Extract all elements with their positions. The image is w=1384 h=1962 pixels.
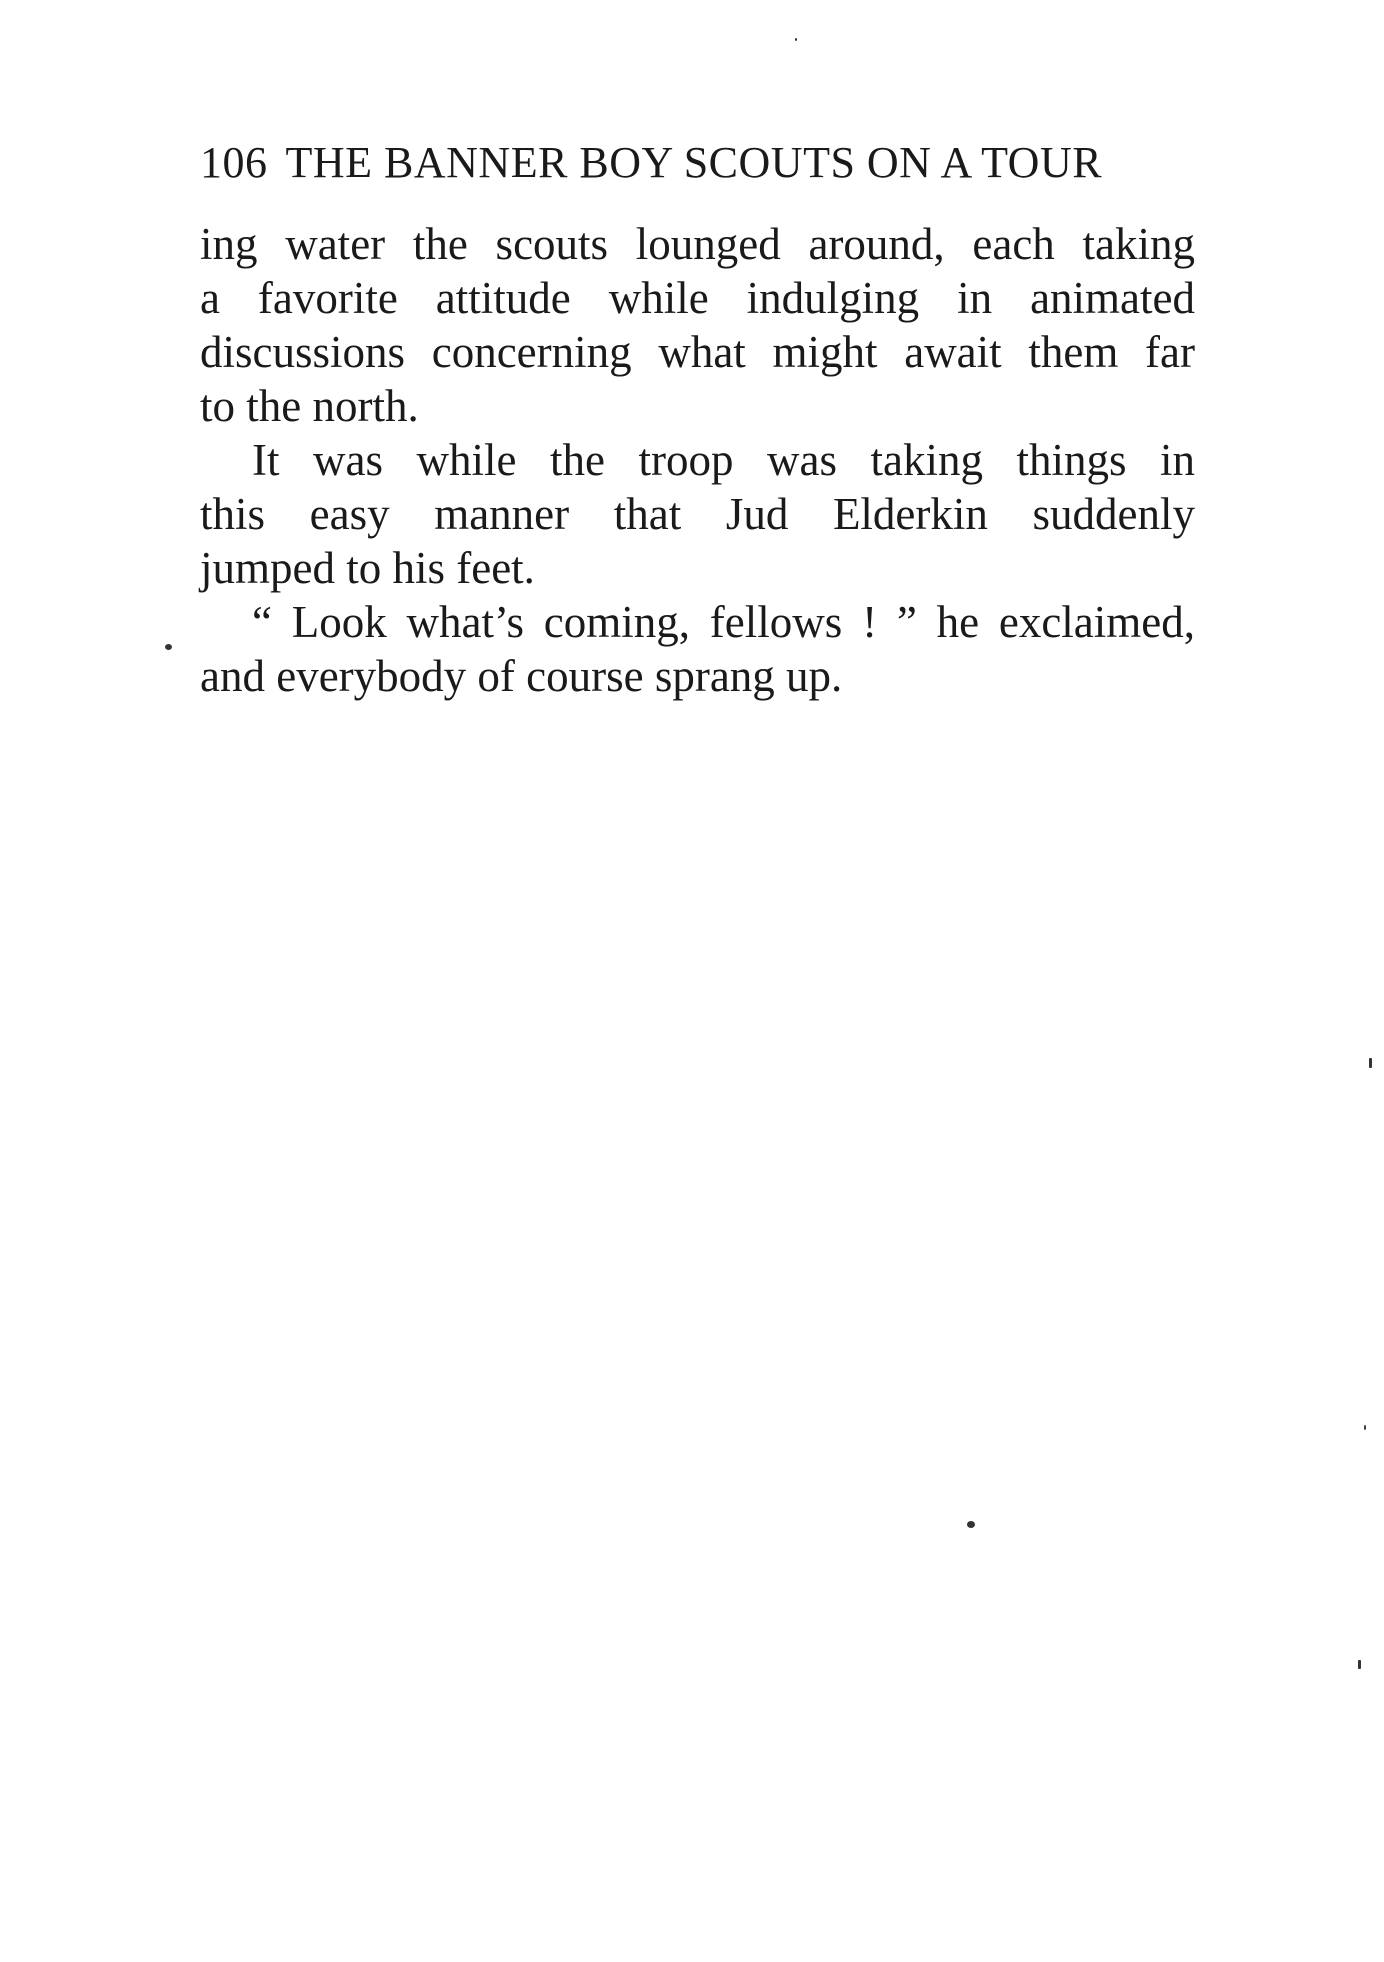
text-line: “ Look what’s coming, fellows ! ” he exclaimed, [252,597,1195,647]
scan-speck [1364,1425,1366,1430]
scan-speck [1358,1660,1361,1669]
text-line: It was while the troop was taking things in [252,435,1195,485]
text-line: discussions concerning what might await them far [200,327,1195,377]
scan-speck [795,38,797,41]
text-line: jumped to his feet. [200,543,535,593]
text-line: and everybody of course sprang up. [200,651,843,701]
running-title: THE BANNER BOY SCOUTS ON A TOUR [285,138,1103,187]
scan-speck [165,644,172,650]
running-head [200,137,1200,189]
text-line: to the north. [200,381,419,431]
text-line: a favorite attitude while indulging in animated [200,273,1195,323]
scan-speck [1369,1058,1372,1068]
text-line: ing water the scouts lounged around, each taking [200,219,1195,269]
page-number: 106 [200,138,268,187]
body-text [200,217,1195,703]
scan-speck [967,1521,975,1528]
text-line: this easy manner that Jud Elderkin suddenly [200,489,1195,539]
